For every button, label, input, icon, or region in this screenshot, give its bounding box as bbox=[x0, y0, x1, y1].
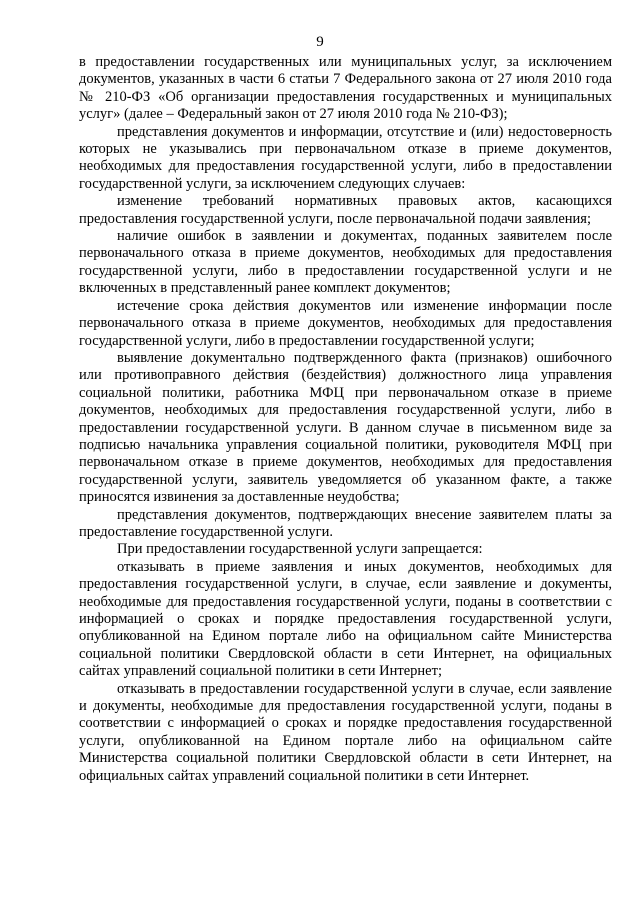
document-body bbox=[79, 54, 612, 785]
paragraph: наличие ошибок в заявлении и документах, поданных заявителем после первоначального отказа в приеме документов, необходимых для предоставления государственной услуги, либо в предоставлении государственной услуги и не включенных в представленный ранее комплект документов; bbox=[79, 228, 612, 297]
paragraph: в предоставлении государственных или муниципальных услуг, за исключением документов, указанных в части 6 статьи 7 Федерального закона от 27 июля 2010 года № 210-ФЗ «Об организации предоставления государственных и муниципальных услуг» (далее – Федеральный закон от 27 июля 2010 года № 210-ФЗ); bbox=[79, 54, 612, 123]
paragraph: истечение срока действия документов или изменение информации после первоначального отказа в приеме документов, необходимых для предоставления государственной услуги, либо в предоставлении государственной услуги; bbox=[79, 297, 612, 349]
paragraph: отказывать в предоставлении государственной услуги в случае, если заявление и документы, необходимые для предоставления государственной услуги, поданы в соответствии с информацией о сроках и порядке предоставления государственной услуги, опубликованной на Едином портале либо на официальном сайте Министерства социальной политики Свердловской области в сети Интернет, на официальных сайтах управлений социальной политики в сети Интернет. bbox=[79, 680, 612, 784]
paragraph: При предоставлении государственной услуги запрещается: bbox=[117, 541, 483, 558]
paragraph: представления документов, подтверждающих внесение заявителем платы за предоставление государственной услуги. bbox=[79, 506, 612, 540]
paragraph: выявление документально подтвержденного факта (признаков) ошибочного или противоправного действия (бездействия) должностного лица управления социальной политики, работника МФЦ при первоначальном отказе в приеме документов, необходимых для предоставления государственной услуги, либо в предоставлении государственной услуги. В данном случае в письменном виде за подписью начальника управления социальной политики, руководителя МФЦ при первоначальном отказе в приеме документов, необходимых для предоставления государственной услуги, заявитель уведомляется об указанном факте, а также приносятся извинения за доставленные неудобства; bbox=[79, 349, 612, 506]
paragraph: изменение требований нормативных правовых актов, касающихся предоставления государственной услуги, после первоначальной подачи заявления; bbox=[79, 193, 612, 227]
paragraph: отказывать в приеме заявления и иных документов, необходимых для предоставления государственной услуги, в случае, если заявление и документы, необходимые для предоставления государственной услуги, поданы в соответствии с информацией о сроках и порядке предоставления государственной услуги, опубликованной на Едином портале либо на официальном сайте Министерства социальной политики Свердловской области в сети Интернет, на официальных сайтах управлений социальной политики в сети Интернет; bbox=[79, 558, 612, 680]
paragraph: представления документов и информации, отсутствие и (или) недостоверность которых не указывались при первоначальном отказе в приеме документов, необходимых для предоставления государственной услуги, либо в предоставлении государственной услуги, за исключением следующих случаев: bbox=[79, 123, 612, 192]
page-number: 9 bbox=[316, 34, 324, 50]
